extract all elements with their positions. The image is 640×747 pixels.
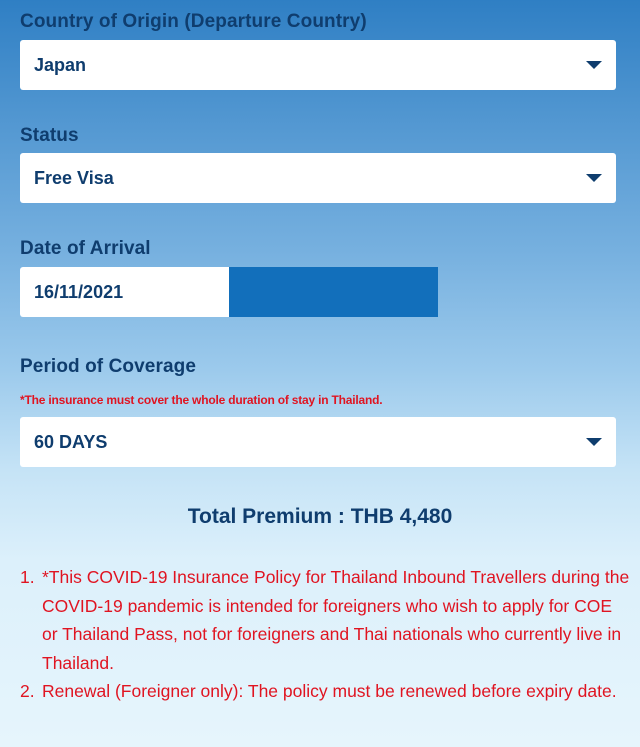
chevron-down-icon bbox=[586, 174, 602, 182]
country-select[interactable] bbox=[20, 40, 616, 90]
coverage-warning: *The insurance must cover the whole duration of stay in Thailand. bbox=[20, 393, 383, 407]
list-item-number: 1. bbox=[20, 567, 35, 587]
list-item bbox=[20, 563, 632, 677]
policy-notes bbox=[20, 563, 632, 706]
country-label: Country of Origin (Departure Country) bbox=[20, 11, 367, 32]
arrival-label: Date of Arrival bbox=[20, 238, 151, 259]
list-item-number: 2. bbox=[20, 681, 35, 702]
list-item-text: Renewal (Foreigner only): The policy must be renewed before expiry date. bbox=[42, 681, 617, 702]
arrival-date-value: 16/11/2021 bbox=[34, 282, 124, 302]
status-select[interactable] bbox=[20, 153, 616, 203]
total-premium: Total Premium : THB 4,480 bbox=[187, 505, 453, 528]
coverage-select[interactable] bbox=[20, 417, 616, 467]
list-item bbox=[20, 677, 632, 706]
chevron-down-icon bbox=[586, 61, 602, 69]
coverage-label: Period of Coverage bbox=[20, 356, 197, 377]
coverage-select-value: 60 DAYS bbox=[34, 432, 108, 452]
arrival-date-input[interactable] bbox=[20, 267, 229, 317]
arrival-date-picker bbox=[20, 267, 438, 317]
status-select-value: Free Visa bbox=[34, 168, 114, 188]
status-label: Status bbox=[20, 125, 79, 146]
list-item-text: *This COVID-19 Insurance Policy for Thailand Inbound Travellers during the COVID-19 pandemic is intended for foreigners who wish to apply for COE or Thailand Pass, not for foreigners and Thai nationals who currently live in Thailand. bbox=[42, 567, 630, 673]
chevron-down-icon bbox=[586, 438, 602, 446]
country-select-value: Japan bbox=[34, 55, 87, 75]
calendar-button[interactable] bbox=[229, 267, 438, 317]
